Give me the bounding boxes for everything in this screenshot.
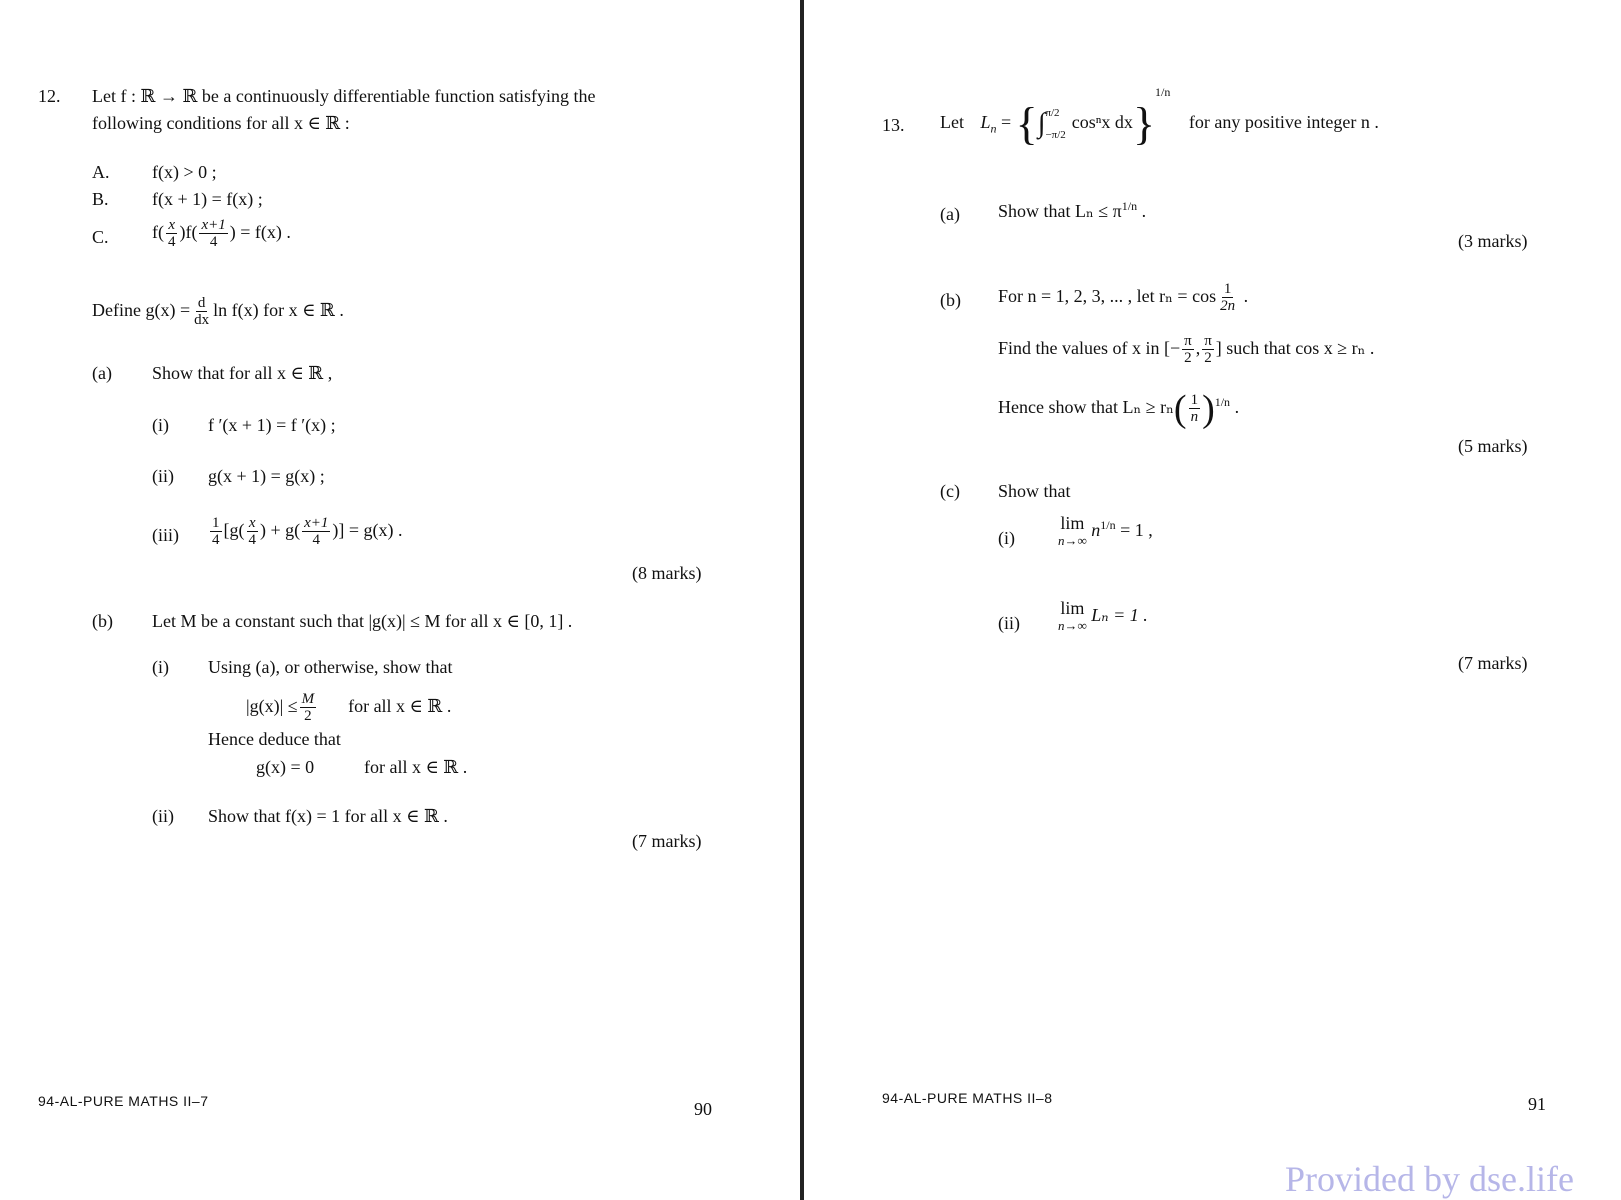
fraction: $\frac{1}{n}$ [1190, 392, 1199, 426]
part-a-iii-label: (iii) [152, 525, 179, 545]
fraction: $\frac{\pi}{2}$ [1204, 333, 1212, 367]
question-number: 13. [882, 115, 905, 135]
part-c-i-expression: lim n→∞ $n^{1/n} = 1$ , [1058, 512, 1153, 548]
part-a-ii-text: g(x + 1) = g(x) ; [208, 466, 325, 486]
intro-line-1: Let f : ℝ → ℝ be a continuously differentiable function satisfying the [92, 86, 596, 106]
footer-code: 94-AL-PURE MATHS II–7 [38, 1093, 209, 1109]
condition-text: f(x) > 0 ; [152, 162, 217, 182]
definition-L: Let $L_n$ = {∫ π/2 −π/2 cosⁿx dx}$^{1/n}$ for any positive integer n . [940, 85, 1379, 149]
part-a-text: Show that for all x ∈ ℝ , [152, 363, 333, 383]
part-b-marks: (7 marks) [632, 831, 702, 851]
part-b-i-hence: Hence deduce that [208, 729, 341, 749]
condition-label: A. [92, 162, 110, 182]
part-c-marks: (7 marks) [1458, 653, 1528, 673]
page-number: 91 [1528, 1094, 1546, 1114]
part-b-text: Let M be a constant such that |g(x)| ≤ M for all x ∈ [0, 1] . [152, 611, 573, 631]
condition-text: f(x + 1) = f(x) ; [152, 189, 263, 209]
page-divider [800, 0, 804, 1200]
part-a-label: (a) [940, 204, 960, 224]
part-a-marks: (3 marks) [1458, 231, 1528, 251]
part-a-ii-label: (ii) [152, 466, 174, 486]
part-c-text: Show that [998, 481, 1071, 501]
define-g: Define g(x) = $\frac{d}{dx}$ ln f(x) for x ∈ ℝ . [92, 295, 344, 329]
fraction: $\frac{M}{2}$ [301, 691, 315, 725]
watermark: Provided by dse.life [1285, 1159, 1574, 1199]
fraction: $\frac{x+1}{4}$ [304, 515, 329, 549]
part-b-label: (b) [92, 611, 113, 631]
fraction: $\frac{1}{4}$ [212, 515, 220, 549]
part-b-marks: (5 marks) [1458, 436, 1528, 456]
fraction: $\frac{1}{2n}$ [1220, 281, 1236, 315]
left-brace: { [1015, 97, 1038, 149]
footer-code: 94-AL-PURE MATHS II–8 [882, 1090, 1053, 1106]
part-b-i-text: Using (a), or otherwise, show that [208, 657, 453, 677]
limit: lim n→∞ [1058, 597, 1087, 633]
part-b-line-3: Hence show that Lₙ ≥ rₙ( $\frac{1}{n}$ )$^{1/n}$ . [998, 387, 1240, 430]
page-number: 90 [694, 1099, 712, 1119]
condition-label: B. [92, 189, 109, 209]
part-b-i-inequality: |g(x)| ≤ $\frac{M}{2}$ for all x ∈ ℝ . [246, 691, 452, 725]
part-a-label: (a) [92, 363, 112, 383]
intro-line-2: following conditions for all x ∈ ℝ : [92, 113, 350, 133]
part-b-ii-text: Show that f(x) = 1 for all x ∈ ℝ . [208, 806, 448, 826]
part-c-ii-label: (ii) [998, 613, 1020, 633]
condition-c-expression: f( $\frac{x}{4}$ )f( $\frac{x+1}{4}$ ) = f(x) . [152, 217, 291, 251]
part-b-label: (b) [940, 290, 961, 310]
fraction: $\frac{x}{4}$ [248, 515, 256, 549]
part-a-i-label: (i) [152, 415, 169, 435]
condition-label: C. [92, 227, 109, 247]
left-page [0, 0, 800, 1200]
part-a-i-text: f ′(x + 1) = f ′(x) ; [208, 415, 336, 435]
right-brace: } [1132, 97, 1156, 149]
part-a-text: Show that $L_n \le \pi^{1/n}$ . [998, 199, 1147, 221]
part-b-line-2: Find the values of x in [− $\frac{\pi}{2}$ , $\frac{\pi}{2}$ ] such that cos x ≥ rₙ . [998, 333, 1375, 367]
part-c-i-label: (i) [998, 528, 1015, 548]
question-number: 12. [38, 86, 61, 106]
part-b-i-label: (i) [152, 657, 169, 677]
part-b-line-1: For n = 1, 2, 3, ... , let rₙ = cos $\frac{1}{2n}$ . [998, 281, 1249, 315]
part-b-i-result: g(x) = 0 [256, 757, 315, 777]
part-a-marks: (8 marks) [632, 563, 702, 583]
fraction: $\frac{x}{4}$ [168, 217, 176, 251]
part-c-label: (c) [940, 481, 960, 501]
part-b-i-result-condition: for all x ∈ ℝ . [364, 757, 468, 777]
fraction: $\frac{\pi}{2}$ [1184, 333, 1192, 367]
part-c-ii-expression: lim n→∞ Lₙ = 1 . [1058, 597, 1148, 633]
part-b-ii-label: (ii) [152, 806, 174, 826]
right-page [808, 0, 1621, 1200]
limit: lim n→∞ [1058, 512, 1087, 548]
part-a-iii-expression: $\frac{1}{4}$ [g( $\frac{x}{4}$ ) + g( $\frac{x+1}{4}$ )] = g(x) . [212, 515, 403, 549]
fraction: $\frac{x+1}{4}$ [201, 217, 226, 251]
fraction: $\frac{d}{dx}$ [194, 295, 210, 329]
